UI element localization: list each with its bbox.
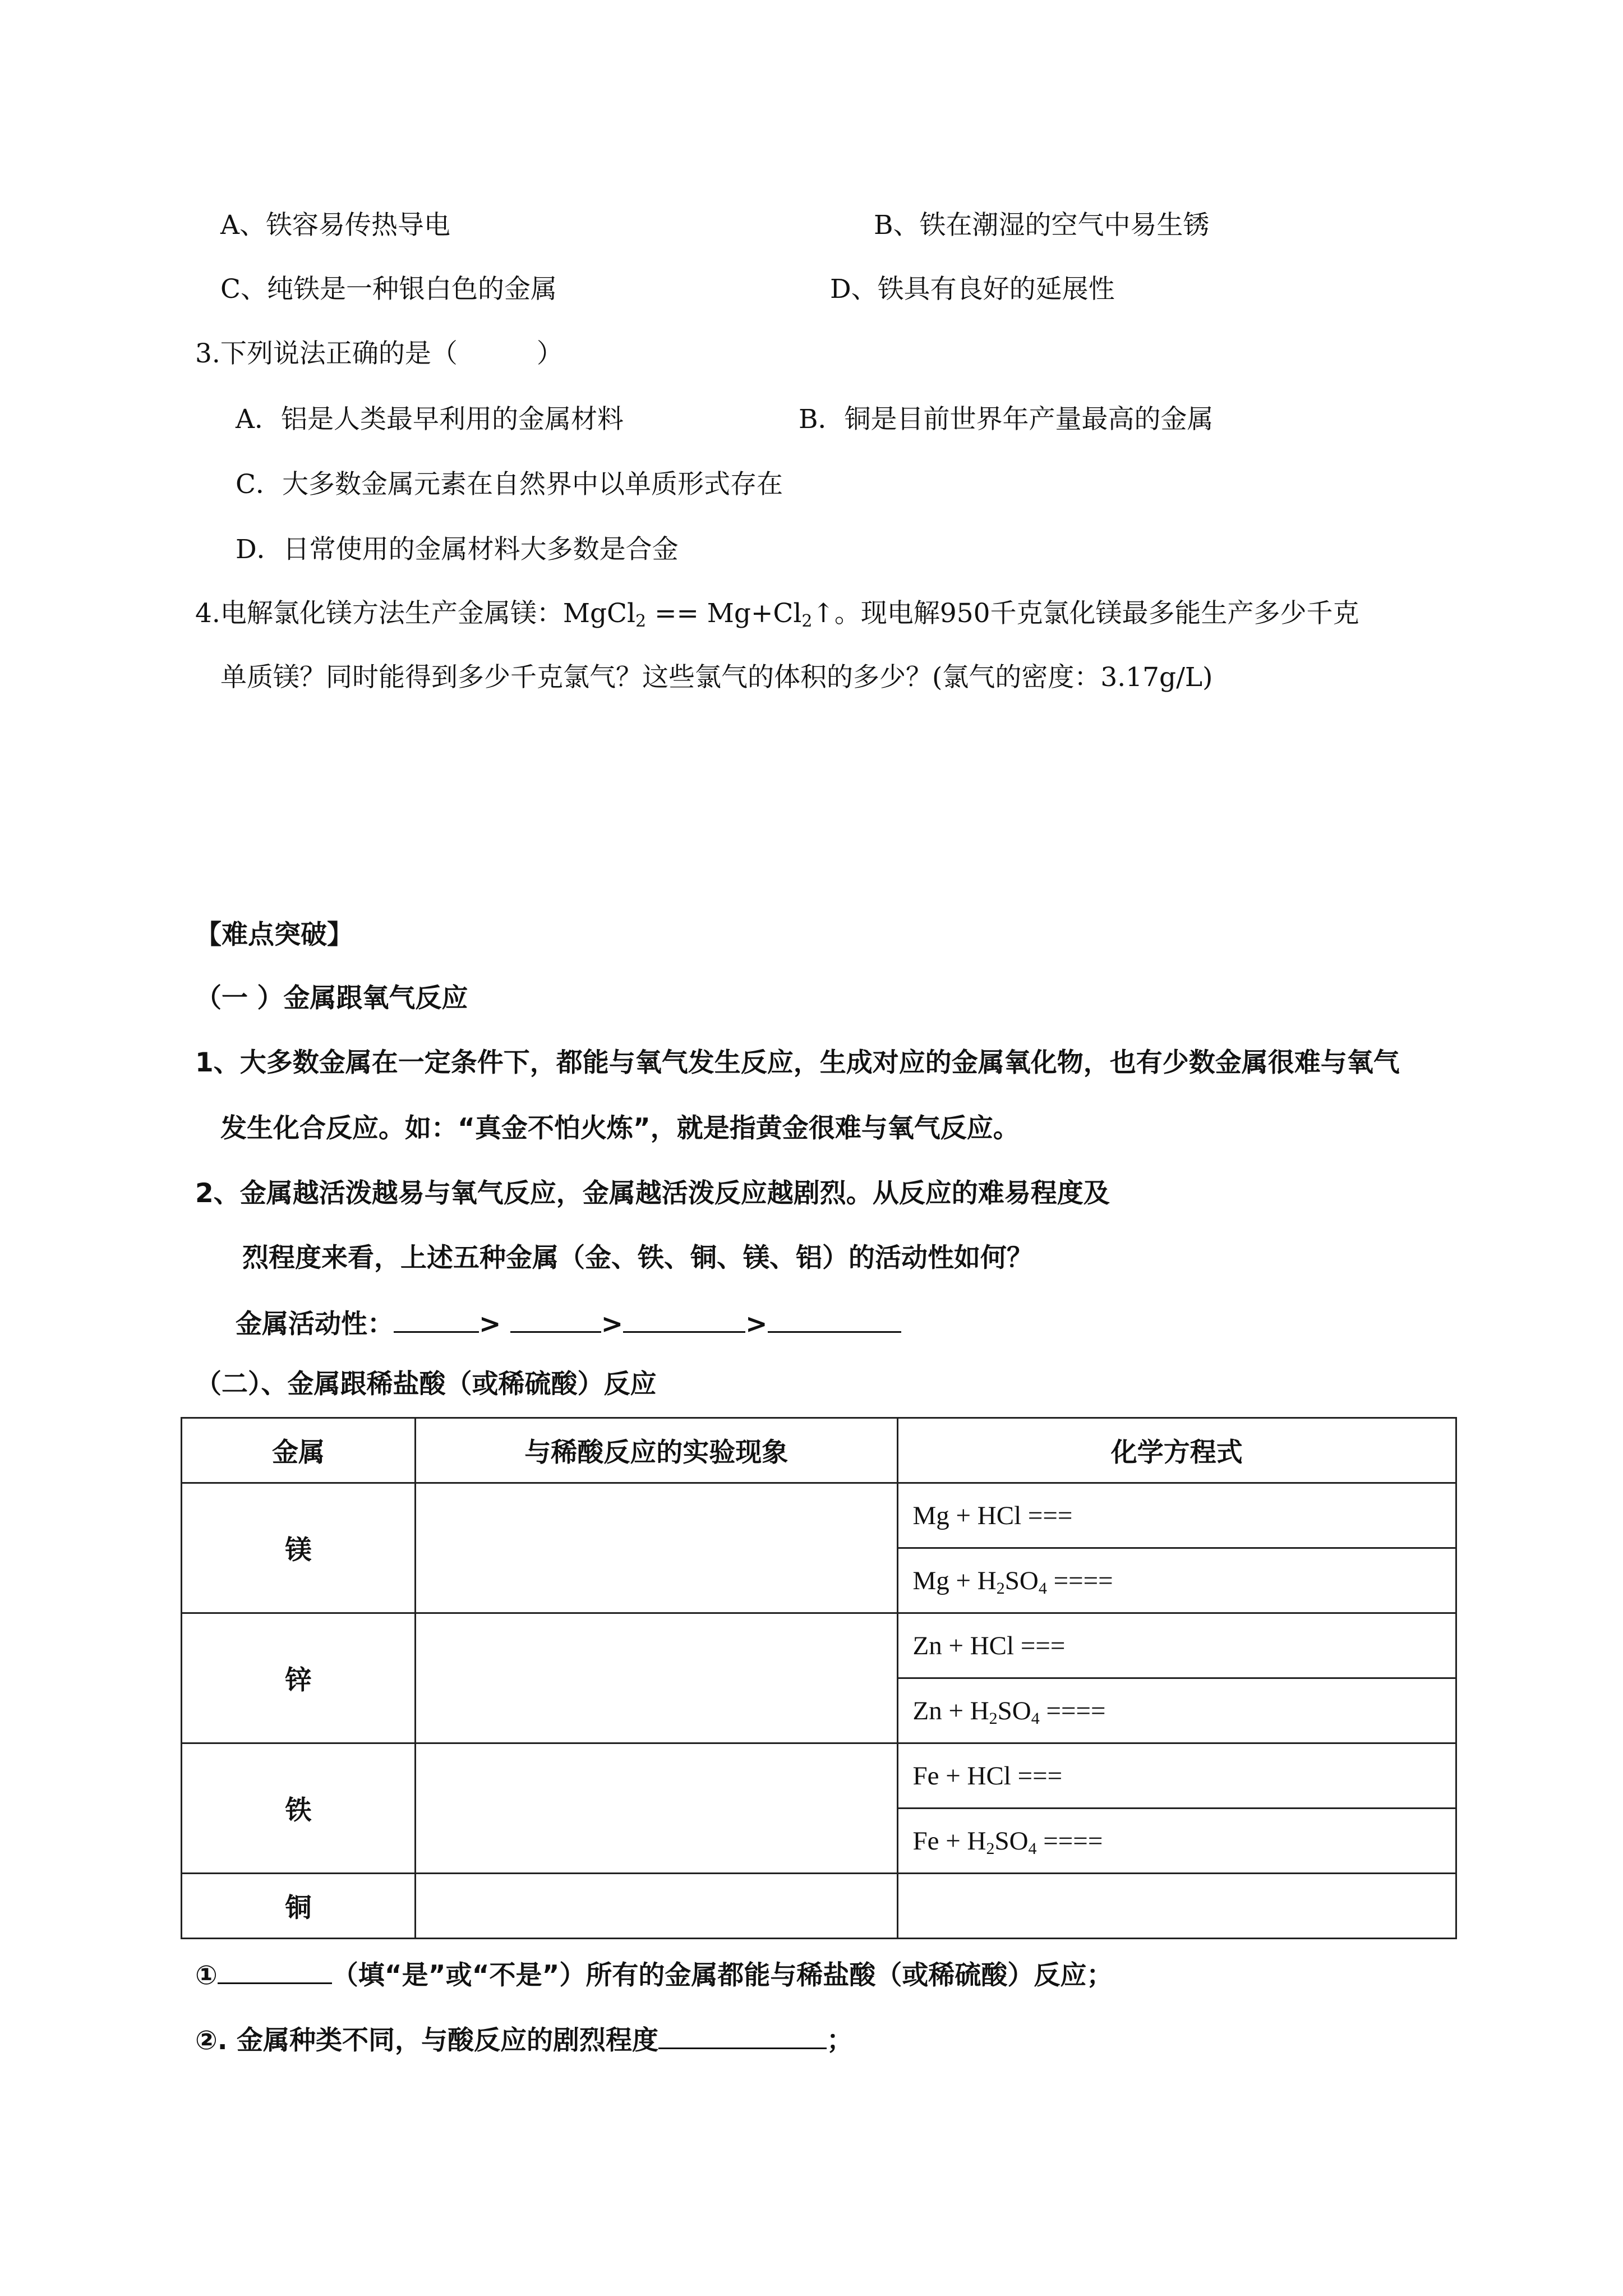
metal-magnesium: 镁 [182,1483,416,1613]
paragraph-2-line-1: 2、金属越活泼越易与氧气反应，金属越活泼反应越剧烈。从反应的难易程度及 [195,1178,1110,1209]
header-equation: 化学方程式 [897,1418,1456,1483]
equation-text: SO [994,1826,1029,1856]
gt-sign-2: > [601,1309,624,1340]
equation-text: Fe + H [912,1826,986,1856]
equation-fe-hcl[interactable] [897,1743,1456,1809]
metal-iron: 铁 [182,1743,416,1874]
q2-option-c: C、纯铁是一种银白色的金属 [220,274,557,305]
equation-copper[interactable] [897,1874,1456,1939]
activity-blank-3[interactable] [623,1306,745,1333]
table-header-row [182,1418,1456,1483]
q3-option-d: D．日常使用的金属材料大多数是合金 [236,534,679,565]
table-row [182,1874,1456,1939]
equation-text: SO [1004,1566,1039,1595]
q4-text-2: == Mg+Cl [646,598,802,629]
gt-sign-3: > [745,1309,768,1340]
fill-statement-1 [195,1958,1113,1993]
circle-one-mark: ① [195,1960,218,1991]
equation-subscript: 4 [1031,1709,1040,1728]
q2-option-a: A、铁容易传热导电 [220,210,450,241]
activity-row [236,1306,901,1341]
equation-text: Fe + HCl === [912,1761,1063,1791]
header-metal: 金属 [182,1418,416,1483]
phenomenon-cell-magnesium[interactable] [415,1483,897,1613]
metal-acid-table [181,1417,1457,1939]
fill-statement-2 [195,2023,853,2058]
equation-mg-hcl[interactable] [897,1483,1456,1548]
q4-sub-2: 2 [801,611,813,631]
equation-fe-h2so4[interactable] [897,1809,1456,1874]
equation-text: ==== [1036,1826,1103,1856]
equation-zn-h2so4[interactable] [897,1678,1456,1743]
fill-blank-1[interactable] [218,1958,332,1984]
q3-option-b: B．铜是目前世界年产量最高的金属 [799,404,1214,435]
gt-sign-1: > [479,1309,501,1340]
equation-text: SO [997,1696,1031,1726]
activity-blank-1[interactable] [394,1306,479,1333]
table-row [182,1483,1456,1548]
fill-blank-2[interactable] [658,2023,827,2049]
metal-copper: 铜 [182,1874,416,1939]
equation-zn-hcl[interactable] [897,1613,1456,1678]
table-row [182,1743,1456,1809]
equation-text: Zn + HCl === [912,1631,1066,1660]
phenomenon-cell-copper[interactable] [415,1874,897,1939]
activity-label: 金属活动性： [236,1309,394,1340]
equation-subscript: 2 [986,1839,995,1858]
equation-text: Mg + HCl === [912,1501,1073,1530]
equation-text: Mg + H [912,1566,997,1595]
circle-two-mark: ② [195,2025,218,2056]
subsection-oxygen: （一 ）金属跟氧气反应 [195,983,468,1014]
q2-option-b: B、铁在潮湿的空气中易生锈 [874,210,1210,241]
metal-zinc: 锌 [182,1613,416,1743]
q4-line1 [195,597,1359,631]
activity-blank-2[interactable] [510,1306,601,1333]
q3-option-c: C．大多数金属元素在自然界中以单质形式存在 [236,469,783,500]
fill-text-2: . 金属种类不同，与酸反应的剧烈程度 [217,2025,659,2056]
equation-mg-h2so4[interactable] [897,1548,1456,1613]
equation-subscript: 2 [996,1579,1005,1598]
paragraph-1-line-1: 1、大多数金属在一定条件下，都能与氧气发生反应，生成对应的金属氧化物，也有少数金属很难与氧气 [195,1047,1400,1078]
subsection-acid: （二）、金属跟稀盐酸（或稀硫酸）反应 [195,1369,657,1400]
table-row [182,1613,1456,1678]
q3-option-a: A．铝是人类最早利用的金属材料 [236,404,624,435]
fill-end-2: ； [827,2025,854,2056]
paragraph-2-line-2: 烈程度来看，上述五种金属（金、铁、铜、镁、铝）的活动性如何？ [242,1243,1033,1273]
q4-sub-1: 2 [635,611,647,631]
equation-subscript: 2 [989,1709,998,1728]
section-heading: 【难点突破】 [195,919,353,950]
activity-blank-4[interactable] [768,1306,901,1333]
equation-subscript: 4 [1028,1839,1037,1858]
q3-stem: 3.下列说法正确的是（ ） [195,338,563,369]
equation-text: ==== [1039,1696,1106,1726]
equation-text: Zn + H [912,1696,989,1726]
q2-option-d: D、铁具有良好的延展性 [830,274,1115,305]
equation-text: ==== [1046,1566,1113,1595]
fill-text-1: （填“是”或“不是”）所有的金属都能与稀盐酸（或稀硫酸）反应； [331,1960,1113,1991]
q4-text-3: ↑。现电解950千克氯化镁最多能生产多少千克 [812,598,1359,629]
q4-line2: 单质镁？同时能得到多少千克氯气？这些氯气的体积的多少？(氯气的密度：3.17g/L) [220,662,1213,693]
phenomenon-cell-iron[interactable] [415,1743,897,1874]
equation-subscript: 4 [1038,1579,1047,1598]
header-phenomenon: 与稀酸反应的实验现象 [415,1418,897,1483]
paragraph-1-line-2: 发生化合反应。如：“真金不怕火炼”，就是指黄金很难与氧气反应。 [220,1113,1020,1144]
q4-text-1: 4.电解氯化镁方法生产金属镁：MgCl [195,598,636,629]
phenomenon-cell-zinc[interactable] [415,1613,897,1743]
